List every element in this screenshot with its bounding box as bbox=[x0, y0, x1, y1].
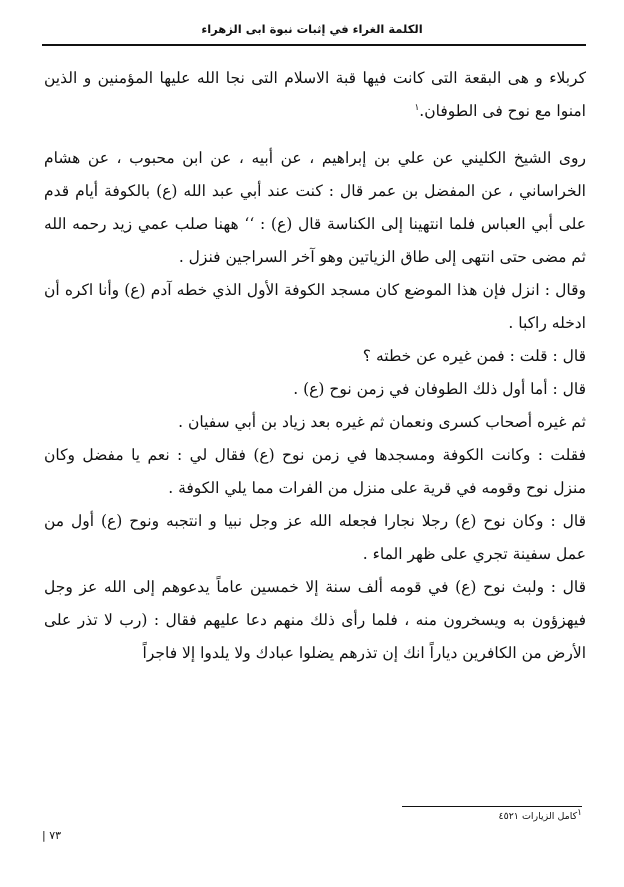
paragraph: روى الشيخ الكليني عن علي بن إبراهيم ، عن أبيه ، عن ابن محبوب ، عن هشام الخراساني ، عن المفضل بن عمر قال : كنت عند أبي عبد الله (ع) بالكوفة أيام قدم على أبي العباس فلما انتهينا إلى الكناسة قال (ع) : ‘‘ ههنا صلب عمي زيد رحمه الله ثم مضى حتى انتهى إلى طاق الزياتين وهو آخر السراجين فنزل . bbox=[44, 149, 586, 266]
body-text bbox=[44, 62, 586, 670]
footnote-marker: ١ bbox=[577, 807, 582, 818]
header-title: الكلمة الغراء في إثبات نبوة ابى الزهراء bbox=[201, 22, 423, 36]
header-rule bbox=[42, 44, 586, 46]
paragraph: قال : ولبث نوح (ع) في قومه ألف سنة إلا خمسين عاماً يدعوهم إلى الله عز وجل فيهزؤون به ويسخرون منه ، فلما رأى ذلك منهم دعا عليهم فقال : (رب لا تذر على الأرض من الكافرين دياراً انك إن تذرهم يضلوا عبادك ولا يلدوا إلا فاجراً bbox=[44, 578, 586, 662]
footnote-rule bbox=[402, 806, 582, 807]
paragraph: قال : أما أول ذلك الطوفان في زمن نوح (ع) . bbox=[293, 380, 586, 398]
paragraph: قال : قلت : فمن غيره عن خطته ؟ bbox=[362, 347, 586, 365]
paragraph: قال : وكان نوح (ع) رجلا نجارا فجعله الله عز وجل نبيا و انتجبه ونوح (ع) أول من عمل سفينة تجري على ظهر الماء . bbox=[44, 512, 586, 563]
footnote-reference[interactable]: ١ bbox=[414, 102, 420, 113]
footnote-text: كامل الزيارات ٤٥٢١ bbox=[498, 811, 578, 822]
footnote bbox=[282, 807, 582, 822]
running-header bbox=[40, 22, 584, 36]
page-number: ٧٣ | bbox=[42, 829, 62, 842]
paragraph: كربلاء و هى البقعة التى كانت فيها قبة الاسلام التى نجا الله عليها المؤمنين و الذين امنوا مع نوح فى الطوفان.$^١$ bbox=[44, 69, 586, 120]
paragraph: ثم غيره أصحاب كسرى ونعمان ثم غيره بعد زياد بن أبي سفيان . bbox=[178, 413, 586, 431]
paragraph: وقال : انزل فإن هذا الموضع كان مسجد الكوفة الأول الذي خطه آدم (ع) وأنا اكره أن ادخله راكبا . bbox=[44, 281, 586, 332]
paragraph: فقلت : وكانت الكوفة ومسجدها في زمن نوح (ع) فقال لي : نعم يا مفضل وكان منزل نوح وقومه في قرية على منزل من الفرات مما يلي الكوفة . bbox=[44, 446, 586, 497]
